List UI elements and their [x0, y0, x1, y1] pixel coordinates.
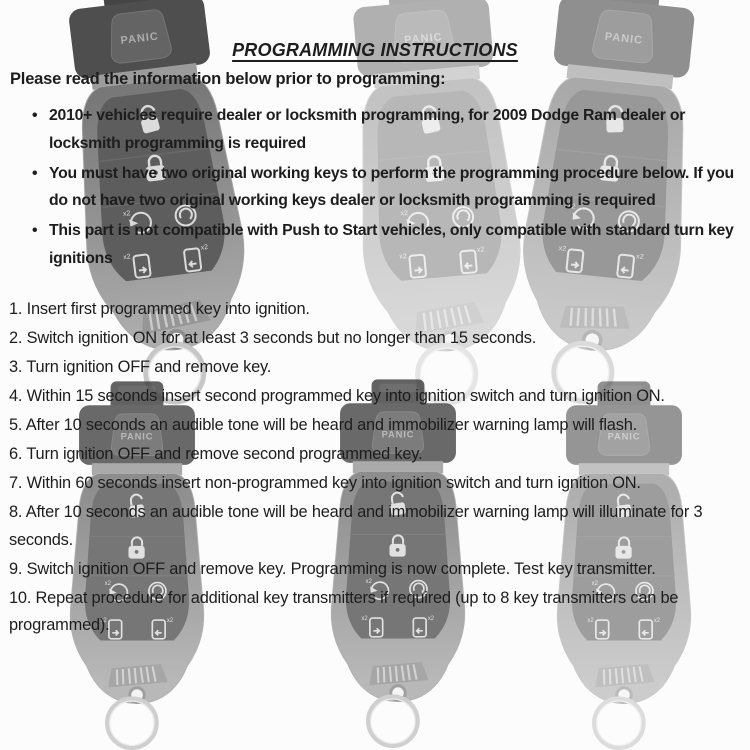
- warning-bullet-list: [32, 102, 740, 275]
- bullet-icon: •: [32, 164, 38, 182]
- programming-steps-list: [9, 296, 747, 641]
- step-item: 2. Switch ignition ON for at least 3 seconds but no longer than 15 seconds.: [9, 329, 537, 347]
- step-item: 8. After 10 seconds an audible tone will be heard and immobilizer warning lamp will illuminate for 3 seconds.: [9, 503, 703, 549]
- bullet-item: [32, 160, 740, 215]
- bullet-text: This part is not compatible with Push to Start vehicles, only compatible with standard turn key ignitions: [49, 222, 734, 267]
- intro-line: Please read the information below prior to programming:: [10, 70, 446, 88]
- bullet-icon: •: [32, 107, 38, 124]
- step-item: 5. After 10 seconds an audible tone will be heard and immobilizer warning lamp will flash.: [9, 416, 637, 434]
- bullet-text: You must have two original working keys to perform the programming procedure below. If you do not have two original working keys dealer or locksmith programming is required: [49, 164, 734, 209]
- step-item: 1. Insert first programmed key into ignition.: [9, 300, 310, 318]
- step-item: 3. Turn ignition OFF and remove key.: [9, 358, 272, 376]
- page-title: PROGRAMMING INSTRUCTIONS: [232, 40, 518, 60]
- bullet-text: 2010+ vehicles require dealer or locksmith programming, for 2009 Dodge Ram dealer or locksmith programming is required: [49, 107, 686, 152]
- step-item: 9. Switch ignition OFF and remove key. Programming is now complete. Test key transmitter.: [9, 559, 656, 578]
- bullet-icon: •: [32, 222, 38, 239]
- step-item: 4. Within 15 seconds insert second programmed key into ignition switch and turn ignition ON.: [9, 387, 665, 405]
- step-item: 7. Within 60 seconds insert non-programmed key into ignition switch and turn ignition ON.: [9, 474, 641, 492]
- bullet-item: [32, 217, 740, 272]
- step-item: 10. Repeat procedure for additional key transmitters if required (up to 8 key transmitters can be programmed).: [9, 588, 679, 634]
- bullet-item: [32, 102, 740, 157]
- step-item: 6. Turn ignition OFF and remove second programmed key.: [9, 445, 423, 463]
